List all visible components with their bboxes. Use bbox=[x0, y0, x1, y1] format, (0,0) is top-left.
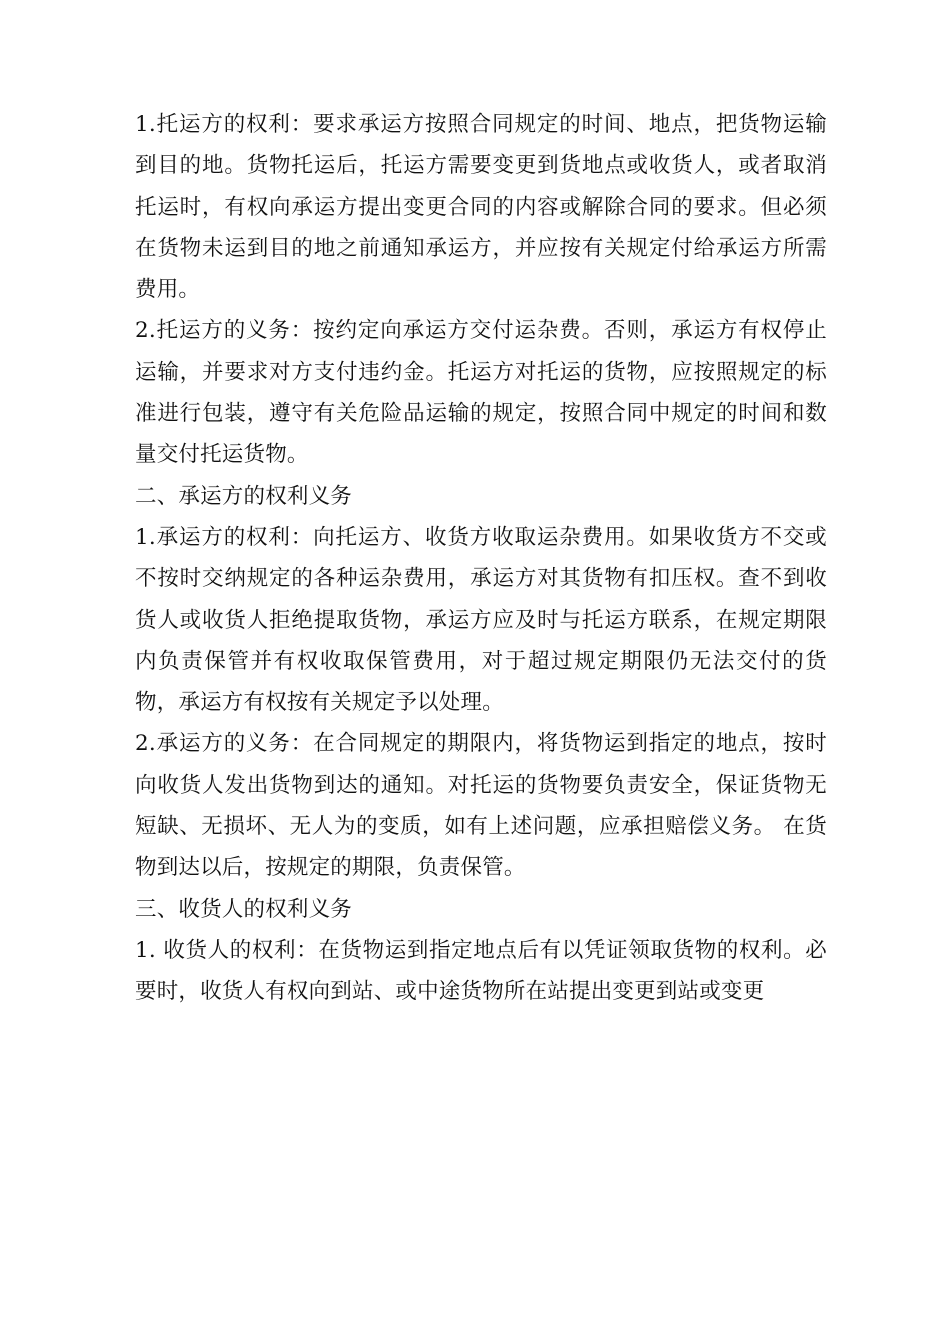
paragraph-shipper-rights: 1.托运方的权利：要求承运方按照合同规定的时间、地点，把货物运输到目的地。货物托运后，托运方需要变更到货地点或收货人，或者取消托运时，有权向承运方提出变更合同的内容或解除合同的要求。但必须在货物未运到目的地之前通知承运方，并应按有关规定付给承运方所需费用。 bbox=[135, 112, 827, 303]
document-body bbox=[135, 104, 827, 1013]
paragraph-shipper-obligations: 2.托运方的义务：按约定向承运方交付运杂费。否则，承运方有权停止运输，并要求对方支付违约金。托运方对托运的货物，应按照规定的标准进行包装，遵守有关危险品运输的规定，按照合同中规定的时间和数量交付托运货物。 bbox=[135, 318, 827, 468]
paragraph-carrier-rights: 1.承运方的权利：向托运方、收货方收取运杂费用。如果收货方不交或不按时交纳规定的各种运杂费用，承运方对其货物有扣压权。查不到收货人或收货人拒绝提取货物，承运方应及时与托运方联系，在规定期限内负责保管并有权收取保管费用，对于超过规定期限仍无法交付的货物，承运方有权按有关规定予以处理。 bbox=[135, 524, 827, 716]
section-heading-carrier: 二、承运方的权利义务 bbox=[135, 483, 353, 509]
section-heading-consignee: 三、收货人的权利义务 bbox=[135, 896, 353, 922]
paragraph-consignee-rights: 1. 收货人的权利：在货物运到指定地点后有以凭证领取货物的权利。必要时，收货人有权向到站、或中途货物所在站提出变更到站或变更 bbox=[135, 937, 827, 1005]
paragraph-carrier-obligations: 2.承运方的义务：在合同规定的期限内，将货物运到指定的地点，按时向收货人发出货物到达的通知。对托运的货物要负责安全，保证货物无短缺、无损坏、无人为的变质，如有上述问题，应承担赔偿义务。 在货物到达以后，按规定的期限，负责保管。 bbox=[135, 731, 827, 881]
